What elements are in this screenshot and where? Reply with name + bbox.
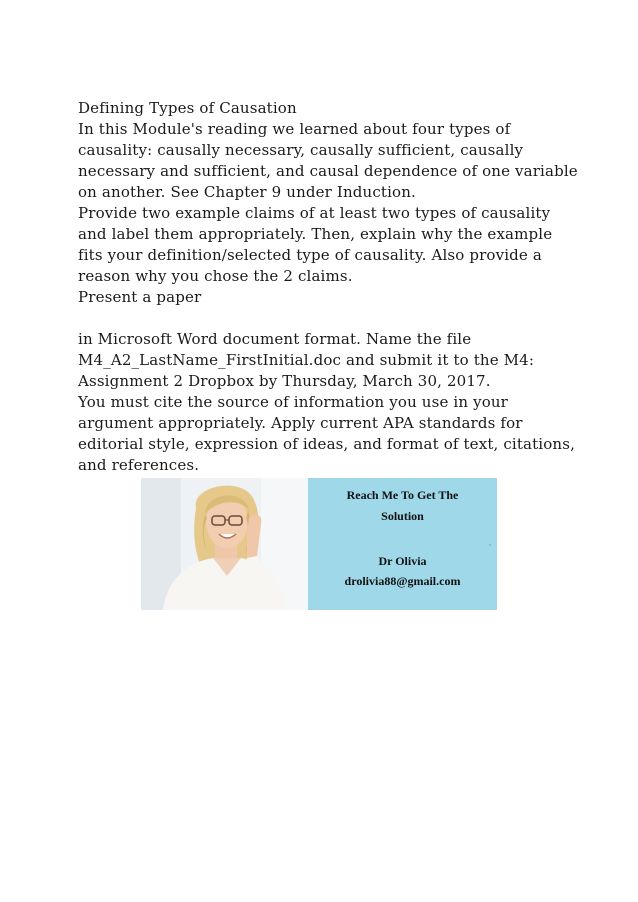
body-line: In this Module's reading we learned about four types of xyxy=(78,120,511,138)
blank-line xyxy=(78,308,578,329)
body-line: argument appropriately. Apply current APA standards for xyxy=(78,414,523,432)
document-title: Defining Types of Causation xyxy=(78,99,297,117)
contact-headline-line2: Solution xyxy=(381,509,424,523)
body-line: M4_A2_LastName_FirstInitial.doc and submit it to the M4: xyxy=(78,351,535,369)
contact-name: Dr Olivia xyxy=(378,554,427,568)
body-line: fits your definition/selected type of causality. Also provide a xyxy=(78,246,542,264)
body-line: editorial style, expression of ideas, and format of text, citations, xyxy=(78,435,575,453)
body-line: Provide two example claims of at least two types of causality xyxy=(78,204,551,222)
body-line: necessary and sufficient, and causal dependence of one variable xyxy=(78,162,578,180)
contact-headline-line1: Reach Me To Get The xyxy=(346,488,459,502)
document-body xyxy=(78,98,578,476)
woman-illustration xyxy=(141,478,308,610)
body-line: in Microsoft Word document format. Name the file xyxy=(78,330,472,348)
body-line: You must cite the source of information you use in your xyxy=(78,393,509,411)
contact-banner xyxy=(141,478,497,610)
body-line: Present a paper xyxy=(78,288,202,306)
body-line: and references. xyxy=(78,456,200,474)
body-line: on another. See Chapter 9 under Induction. xyxy=(78,183,416,201)
decorative-dot xyxy=(489,544,491,546)
body-line: reason why you chose the 2 claims. xyxy=(78,267,353,285)
contact-email: drolivia88@gmail.com xyxy=(344,574,461,588)
contact-info xyxy=(308,478,497,610)
body-line: causality: causally necessary, causally sufficient, causally xyxy=(78,141,524,159)
body-line: Assignment 2 Dropbox by Thursday, March 30, 2017. xyxy=(78,372,491,390)
woman-photo xyxy=(141,478,308,610)
body-line: and label them appropriately. Then, explain why the example xyxy=(78,225,553,243)
